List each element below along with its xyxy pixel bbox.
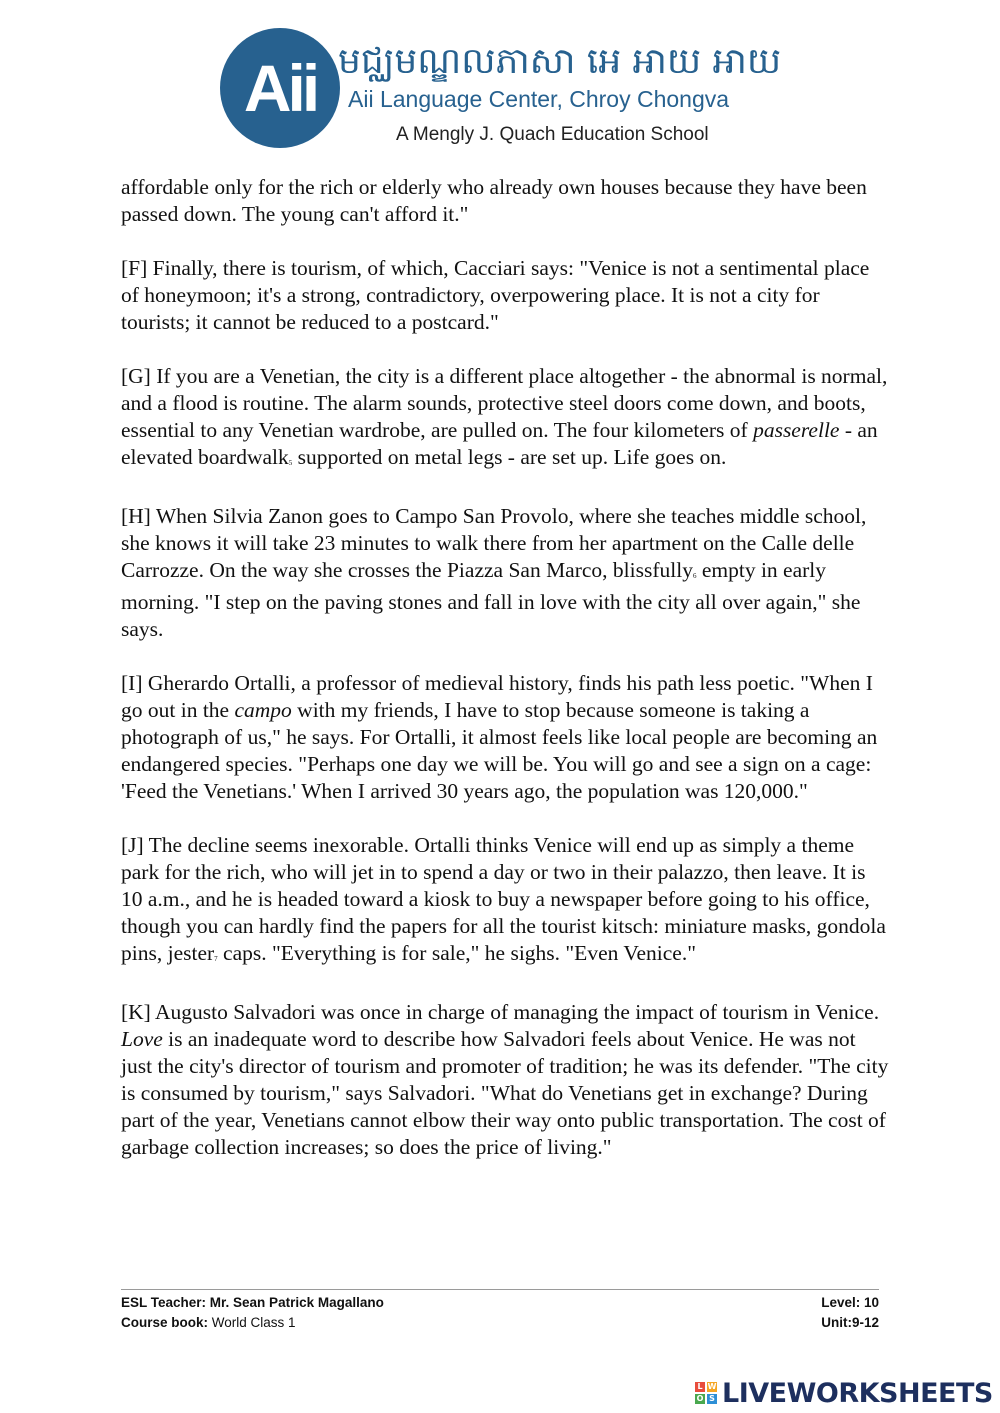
article-body <box>121 174 891 1188</box>
teacher-label: ESL Teacher: Mr. Sean Patrick Magallano <box>121 1295 384 1310</box>
page-footer <box>121 1293 879 1333</box>
center-name: Aii Language Center, Chroy Chongva <box>348 86 730 112</box>
italic-term: passerelle <box>753 418 840 442</box>
liveworksheets-watermark <box>695 1376 995 1410</box>
course-book: Course book: World Class 1 <box>121 1315 296 1330</box>
logo-tile: O <box>696 1394 704 1403</box>
tagline: A Mengly J. Quach Education School <box>396 124 709 145</box>
logo-tile: W <box>707 1382 717 1391</box>
footnote-marker: 6 <box>692 572 697 580</box>
paragraph-j: [J] The decline seems inexorable. Ortalli thinks Venice will end up as simply a theme park for the rich, who will jet in to spend a day or two in their palazzo, then leave. It is 10 a.m., and he is headed toward a kiosk to buy a newspaper before going to his office, though you can hardly find the papers for all the tourist kitsch: miniature masks, gondola pins, jester7 caps. "Everything is for sale," he sighs. "Even Venice." <box>121 833 886 965</box>
school-logo <box>220 28 340 148</box>
paragraph-k: [K] Augusto Salvadori was once in charge of managing the impact of tourism in Venice. Love is an inadequate word to describe how Salvadori feels about Venice. He was not just the city's director of tourism and promoter of tradition; he was its defender. "The city is consumed by tourism," says Salvadori. "What do Venetians get in exchange? During part of the year, Venetians cannot elbow their way onto public transportation. The cost of garbage collection increases; so does the price of living." <box>121 1000 889 1159</box>
footer-row-1 <box>121 1293 879 1313</box>
footnote-marker: 5 <box>288 459 293 467</box>
unit-label: Unit:9-12 <box>821 1315 879 1330</box>
paragraph-h: [H] When Silvia Zanon goes to Campo San Provolo, where she teaches middle school, she knows it will take 23 minutes to walk there from her apartment on the Calle delle Carrozze. On the way she crosses the Piazza San Marco, blissfully6 empty in early morning. "I step on the paving stones and fall in love with the city all over again," she says. <box>121 504 867 641</box>
page-header <box>0 0 1000 165</box>
khmer-school-title: មជ្ឈមណ្ឌលភាសា អេ អាយ អាយ <box>338 41 782 82</box>
paragraph-g: [G] If you are a Venetian, the city is a different place altogether - the abnormal is normal, and a flood is routine. The alarm sounds, protective steel doors come down, and boots, essential to any Venetian wardrobe, are pulled on. The four kilometers of passerelle - an elevated boardwalk5 supported on metal legs - are set up. Life goes on. <box>121 364 888 469</box>
level-label: Level: 10 <box>821 1295 879 1310</box>
liveworksheets-logo-icon <box>695 1382 717 1404</box>
paragraph-e-continued: affordable only for the rich or elderly who already own houses because they have been passed down. The young can't afford it." <box>121 175 867 226</box>
logo-tile: L <box>695 1382 705 1392</box>
logo-tile: S <box>707 1394 717 1404</box>
paragraph-f: [F] Finally, there is tourism, of which, Cacciari says: "Venice is not a sentimental place of honeymoon; it's a strong, contradictory, overpowering place. It is not a city for tourists; it cannot be reduced to a postcard." <box>121 256 870 334</box>
italic-term: campo <box>234 698 292 722</box>
paragraph-i: [I] Gherardo Ortalli, a professor of medieval history, finds his path less poetic. "When I go out in the campo with my friends, I have to stop because someone is taking a photograph of us," he says. For Ortalli, it almost feels like local people are becoming an endangered species. "Perhaps one day we will be. You will go and see a sign on a cage: 'Feed the Venetians.' When I arrived 30 years ago, the population was 120,000." <box>121 671 878 803</box>
watermark-text: LIVEWORKSHEETS <box>722 1377 993 1409</box>
footer-divider <box>121 1289 879 1290</box>
footnote-marker: 7 <box>214 955 218 963</box>
italic-term: Love <box>121 1027 163 1051</box>
footer-row-2 <box>121 1313 879 1333</box>
logo-text: Aii <box>243 51 317 125</box>
